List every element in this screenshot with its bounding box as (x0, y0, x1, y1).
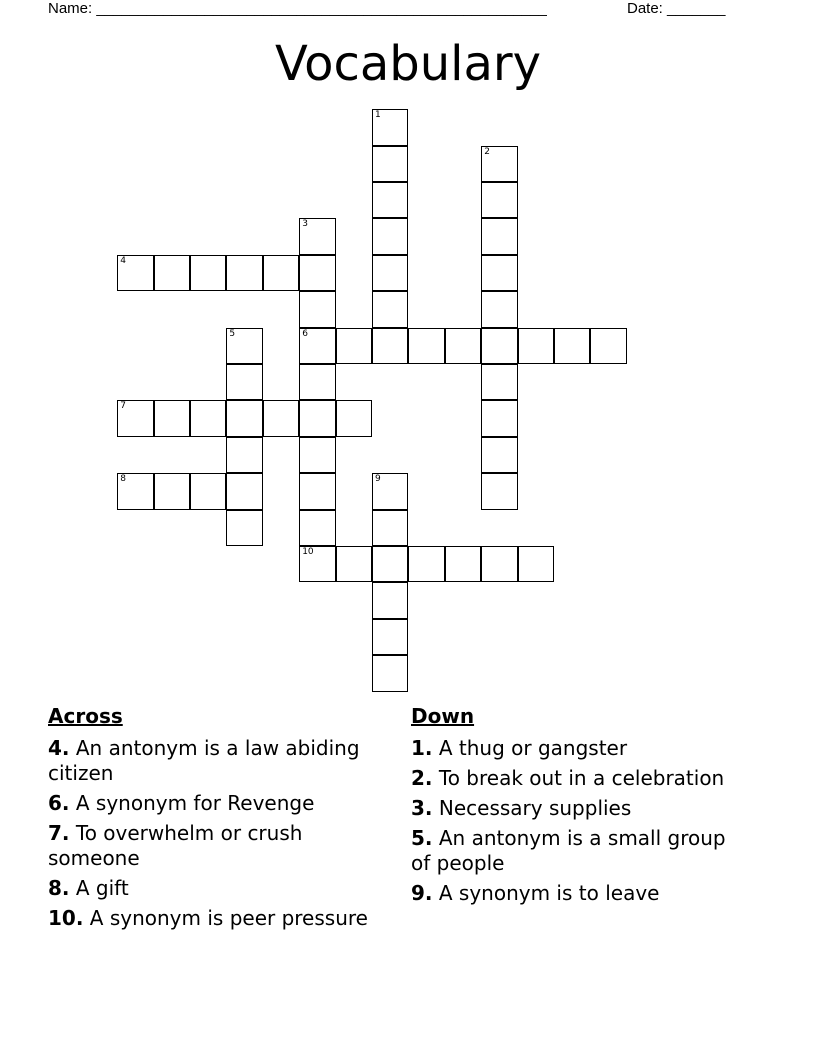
clue-down-9 (411, 881, 731, 906)
crossword-cell[interactable] (372, 582, 408, 618)
crossword-cell[interactable] (481, 473, 517, 509)
date-line[interactable]: Date: _______ (627, 0, 726, 17)
crossword-cell[interactable] (190, 473, 226, 509)
crossword-cell[interactable] (372, 655, 408, 691)
clue-number: 8. (48, 876, 70, 900)
cell-number: 9 (375, 474, 381, 485)
crossword-cell[interactable] (408, 328, 444, 364)
clue-text: A synonym is to leave (438, 881, 660, 905)
crossword-cell[interactable] (336, 546, 372, 582)
clue-across-10 (48, 906, 368, 931)
crossword-cell[interactable] (481, 218, 517, 254)
crossword-cell[interactable] (372, 291, 408, 327)
crossword-cell[interactable] (154, 255, 190, 291)
clue-text: To break out in a celebration (438, 766, 725, 790)
clue-text: A synonym for Revenge (75, 791, 315, 815)
clue-text: A gift (75, 876, 129, 900)
clue-down-3 (411, 796, 731, 821)
cell-number: 3 (302, 219, 308, 230)
cell-number: 6 (302, 328, 308, 339)
crossword-cell[interactable] (481, 364, 517, 400)
crossword-cell[interactable] (554, 328, 590, 364)
clue-down-2 (411, 766, 731, 791)
clue-text: Necessary supplies (438, 796, 632, 820)
crossword-cell[interactable] (263, 255, 299, 291)
crossword-cell[interactable] (263, 400, 299, 436)
crossword-cell[interactable] (117, 473, 153, 509)
clue-number: 9. (411, 881, 433, 905)
crossword-cell[interactable] (226, 400, 262, 436)
crossword-cell[interactable] (299, 546, 335, 582)
clue-number: 5. (411, 826, 433, 850)
crossword-cell[interactable] (190, 400, 226, 436)
clue-text: A synonym is peer pressure (89, 906, 368, 930)
crossword-cell[interactable] (372, 146, 408, 182)
clue-across-6 (48, 791, 368, 816)
crossword-cell[interactable] (372, 218, 408, 254)
clue-number: 1. (411, 736, 433, 760)
crossword-cell[interactable] (299, 473, 335, 509)
crossword-cell[interactable] (518, 546, 554, 582)
crossword-cell[interactable] (372, 473, 408, 509)
cell-number: 8 (120, 474, 126, 485)
crossword-cell[interactable] (372, 510, 408, 546)
crossword-cell[interactable] (226, 437, 262, 473)
crossword-cell[interactable] (154, 473, 190, 509)
crossword-cell[interactable] (299, 364, 335, 400)
clue-number: 4. (48, 736, 70, 760)
crossword-cell[interactable] (481, 546, 517, 582)
crossword-cell[interactable] (481, 182, 517, 218)
crossword-cell[interactable] (481, 328, 517, 364)
clue-down-1 (411, 736, 731, 761)
cell-number: 2 (484, 146, 490, 157)
clue-across-7 (48, 821, 368, 871)
crossword-cell[interactable] (408, 546, 444, 582)
crossword-cell[interactable] (481, 400, 517, 436)
clue-number: 6. (48, 791, 70, 815)
down-heading: Down (411, 704, 475, 728)
crossword-cell[interactable] (481, 255, 517, 291)
crossword-cell[interactable] (190, 255, 226, 291)
crossword-cell[interactable] (299, 255, 335, 291)
clue-number: 2. (411, 766, 433, 790)
page-title: Vocabulary (274, 36, 542, 92)
cell-number: 4 (120, 255, 126, 266)
clue-text: An antonym is a small group of people (411, 826, 726, 875)
crossword-cell[interactable] (372, 182, 408, 218)
crossword-cell[interactable] (117, 400, 153, 436)
crossword-cell[interactable] (481, 291, 517, 327)
crossword-cell[interactable] (299, 510, 335, 546)
crossword-cell[interactable] (336, 400, 372, 436)
clue-down-5 (411, 826, 731, 876)
name-line[interactable]: Name: ______________________________________________________ (48, 0, 547, 17)
down-clues (411, 702, 731, 911)
crossword-cell[interactable] (445, 546, 481, 582)
crossword-cell[interactable] (226, 255, 262, 291)
crossword-cell[interactable] (226, 328, 262, 364)
clue-number: 10. (48, 906, 84, 930)
crossword-cell[interactable] (299, 291, 335, 327)
cell-number: 10 (302, 547, 314, 557)
clue-across-4 (48, 736, 368, 786)
cell-number: 5 (229, 328, 236, 339)
crossword-cell[interactable] (372, 546, 408, 582)
across-clues (48, 702, 368, 936)
crossword-cell[interactable] (372, 109, 408, 145)
crossword-cell[interactable] (154, 400, 190, 436)
clue-number: 7. (48, 821, 70, 845)
crossword-cell[interactable] (299, 218, 335, 254)
crossword-cell[interactable] (299, 328, 335, 364)
crossword-cell[interactable] (299, 400, 335, 436)
crossword-cell[interactable] (372, 619, 408, 655)
crossword-cell[interactable] (481, 146, 517, 182)
crossword-cell[interactable] (590, 328, 626, 364)
crossword-cell[interactable] (299, 437, 335, 473)
crossword-cell[interactable] (226, 510, 262, 546)
crossword-cell[interactable] (226, 473, 262, 509)
cell-number: 7 (120, 401, 126, 412)
cell-number: 1 (375, 110, 381, 121)
crossword-cell[interactable] (481, 437, 517, 473)
clue-number: 3. (411, 796, 433, 820)
crossword-cell[interactable] (445, 328, 481, 364)
across-heading: Across (48, 704, 123, 728)
clue-across-8 (48, 876, 368, 901)
crossword-cell[interactable] (518, 328, 554, 364)
crossword-cell[interactable] (226, 364, 262, 400)
clue-text: To overwhelm or crush someone (48, 821, 303, 870)
clue-text: An antonym is a law abiding citizen (48, 736, 360, 785)
crossword-cell[interactable] (336, 328, 372, 364)
crossword-cell[interactable] (372, 328, 408, 364)
clue-text: A thug or gangster (438, 736, 628, 760)
crossword-cell[interactable] (117, 255, 153, 291)
crossword-cell[interactable] (372, 255, 408, 291)
